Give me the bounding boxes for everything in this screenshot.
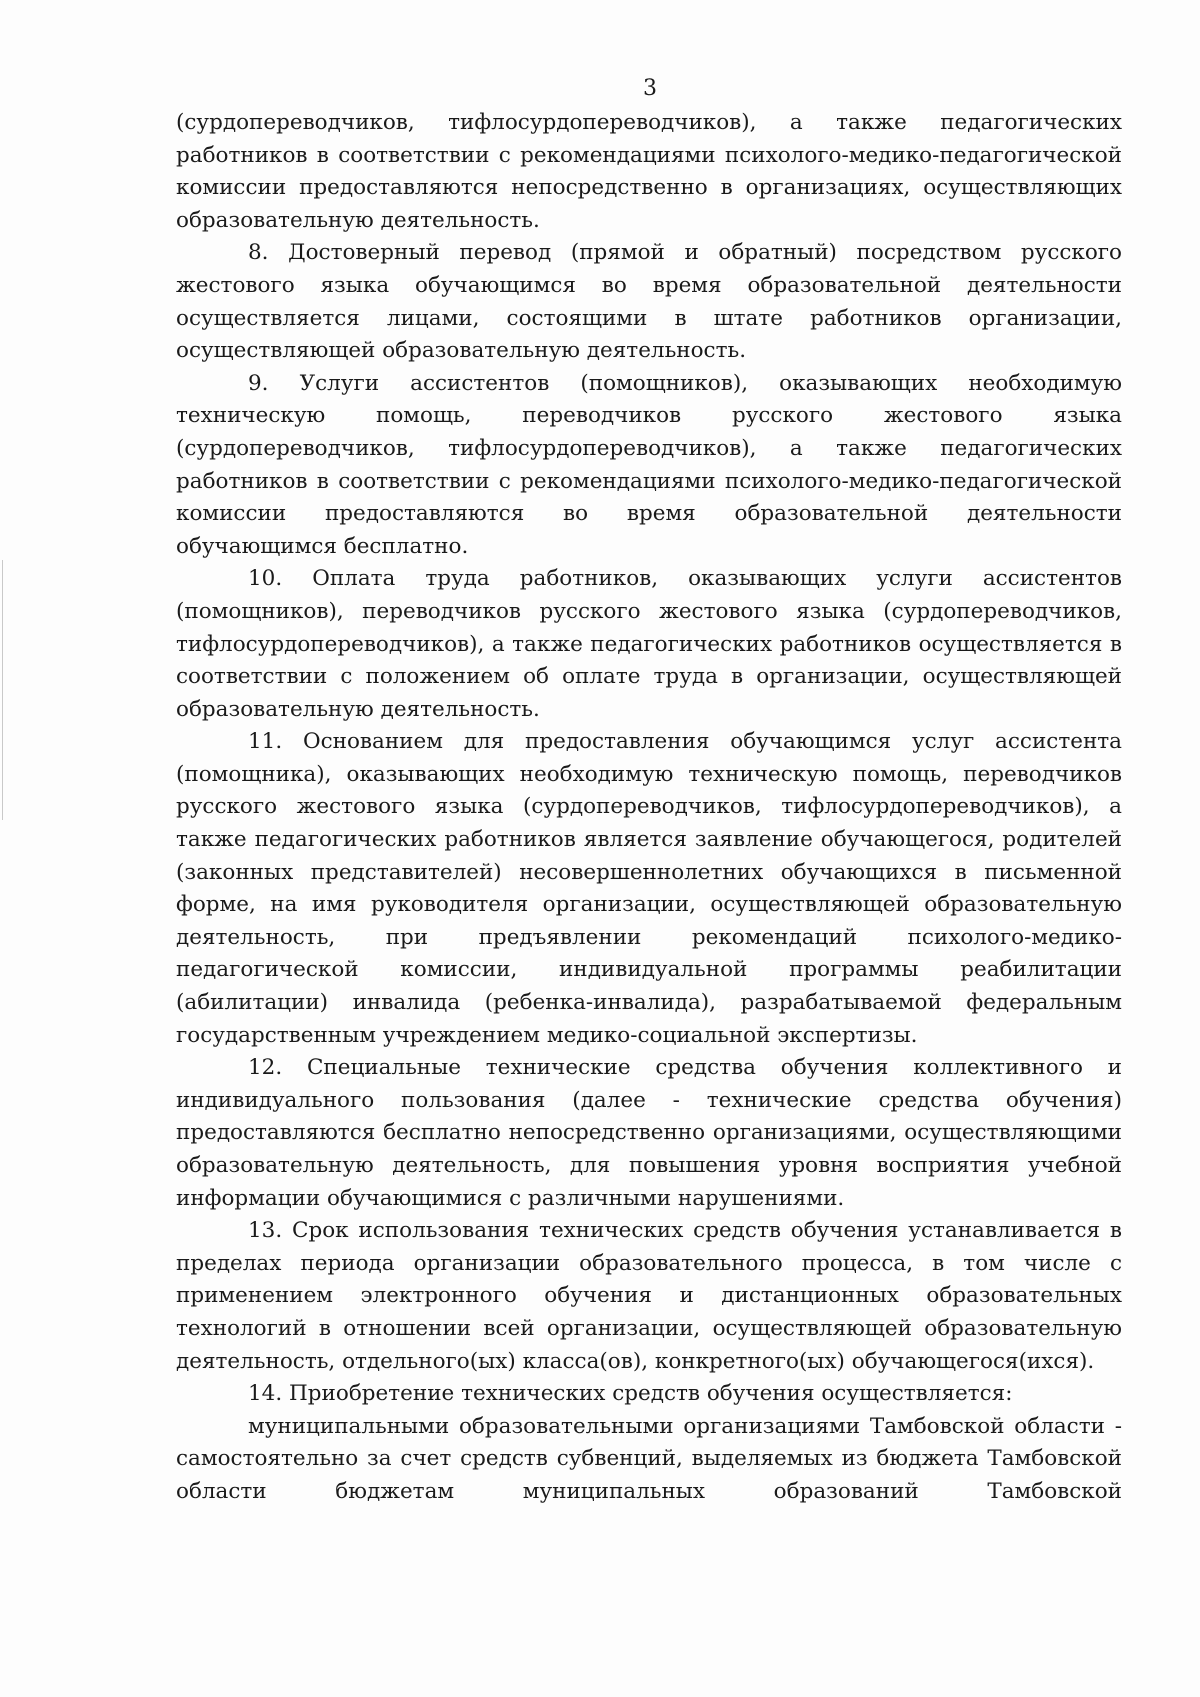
paragraph-item-10: 10. Оплата труда работников, оказывающих услуги ассистентов (помощников), переводчиков русского жестового языка (сурдопереводчиков, тифлосурдопереводчиков), а также педагогических работников осуществляется в соответствии с положением об оплате труда в организации, осуществляющей образовательную деятельность. — [176, 566, 1122, 722]
scan-edge-mark — [2, 560, 3, 820]
paragraph-item-12: 12. Специальные технические средства обучения коллективного и индивидуального пользования (далее - технические средства обучения) предоставляются бесплатно непосредственно организациями, осуществляющими образовательную деятельность, для повышения уровня восприятия учебной информации обучающимися с различными нарушениями. — [176, 1055, 1122, 1211]
paragraph-item-14-municipal: муниципальными образовательными организациями Тамбовской области - самостоятельно за счет средств субвенций, выделяемых из бюджета Тамбовской области бюджетам муниципальных образований Тамбовской — [176, 1413, 1122, 1504]
page-number: 3 — [643, 76, 657, 101]
paragraph-item-14: 14. Приобретение технических средств обучения осуществляется: — [248, 1381, 1013, 1407]
paragraph-item-9: 9. Услуги ассистентов (помощников), оказывающих необходимую техническую помощь, переводчиков русского жестового языка (сурдопереводчиков, тифлосурдопереводчиков), а также педагогических работников в соответствии с рекомендациями психолого-медико-педагогической комиссии предоставляются во время образовательной деятельности обучающимся бесплатно. — [176, 370, 1122, 559]
paragraph-item-13: 13. Срок использования технических средств обучения устанавливается в пределах периода организации образовательного процесса, в том числе с применением электронного обучения и дистанционных образовательных технологий в отношении всей организации, осуществляющей образовательную деятельность, отдельного(ых) класса(ов), конкретного(ых) обучающегося(ихся). — [176, 1218, 1122, 1374]
paragraph-continuation: (сурдопереводчиков, тифлосурдопереводчиков), а также педагогических работников в соответствии с рекомендациями психолого-медико-педагогической комиссии предоставляются непосредственно в организациях, осуществляющих образовательную деятельность. — [176, 110, 1122, 233]
paragraph-item-8: 8. Достоверный перевод (прямой и обратный) посредством русского жестового языка обучающимся во время образовательной деятельности осуществляется лицами, состоящими в штате работников организации, осуществляющей образовательную деятельность. — [176, 240, 1122, 364]
document-body — [176, 107, 1122, 1509]
paragraph-item-11: 11. Основанием для предоставления обучающимся услуг ассистента (помощника), оказывающих необходимую техническую помощь, переводчиков русского жестового языка (сурдопереводчиков, тифлосурдопереводчиков), а также педагогических работников является заявление обучающегося, родителей (законных представителей) несовершеннолетних обучающихся в письменной форме, на имя руководителя организации, осуществляющей образовательную деятельность, при предъявлении рекомендаций психолого-медико-педагогической комиссии, индивидуальной программы реабилитации (абилитации) инвалида (ребенка-инвалида), разрабатываемой федеральным государственным учреждением медико-социальной экспертизы. — [176, 729, 1122, 1048]
